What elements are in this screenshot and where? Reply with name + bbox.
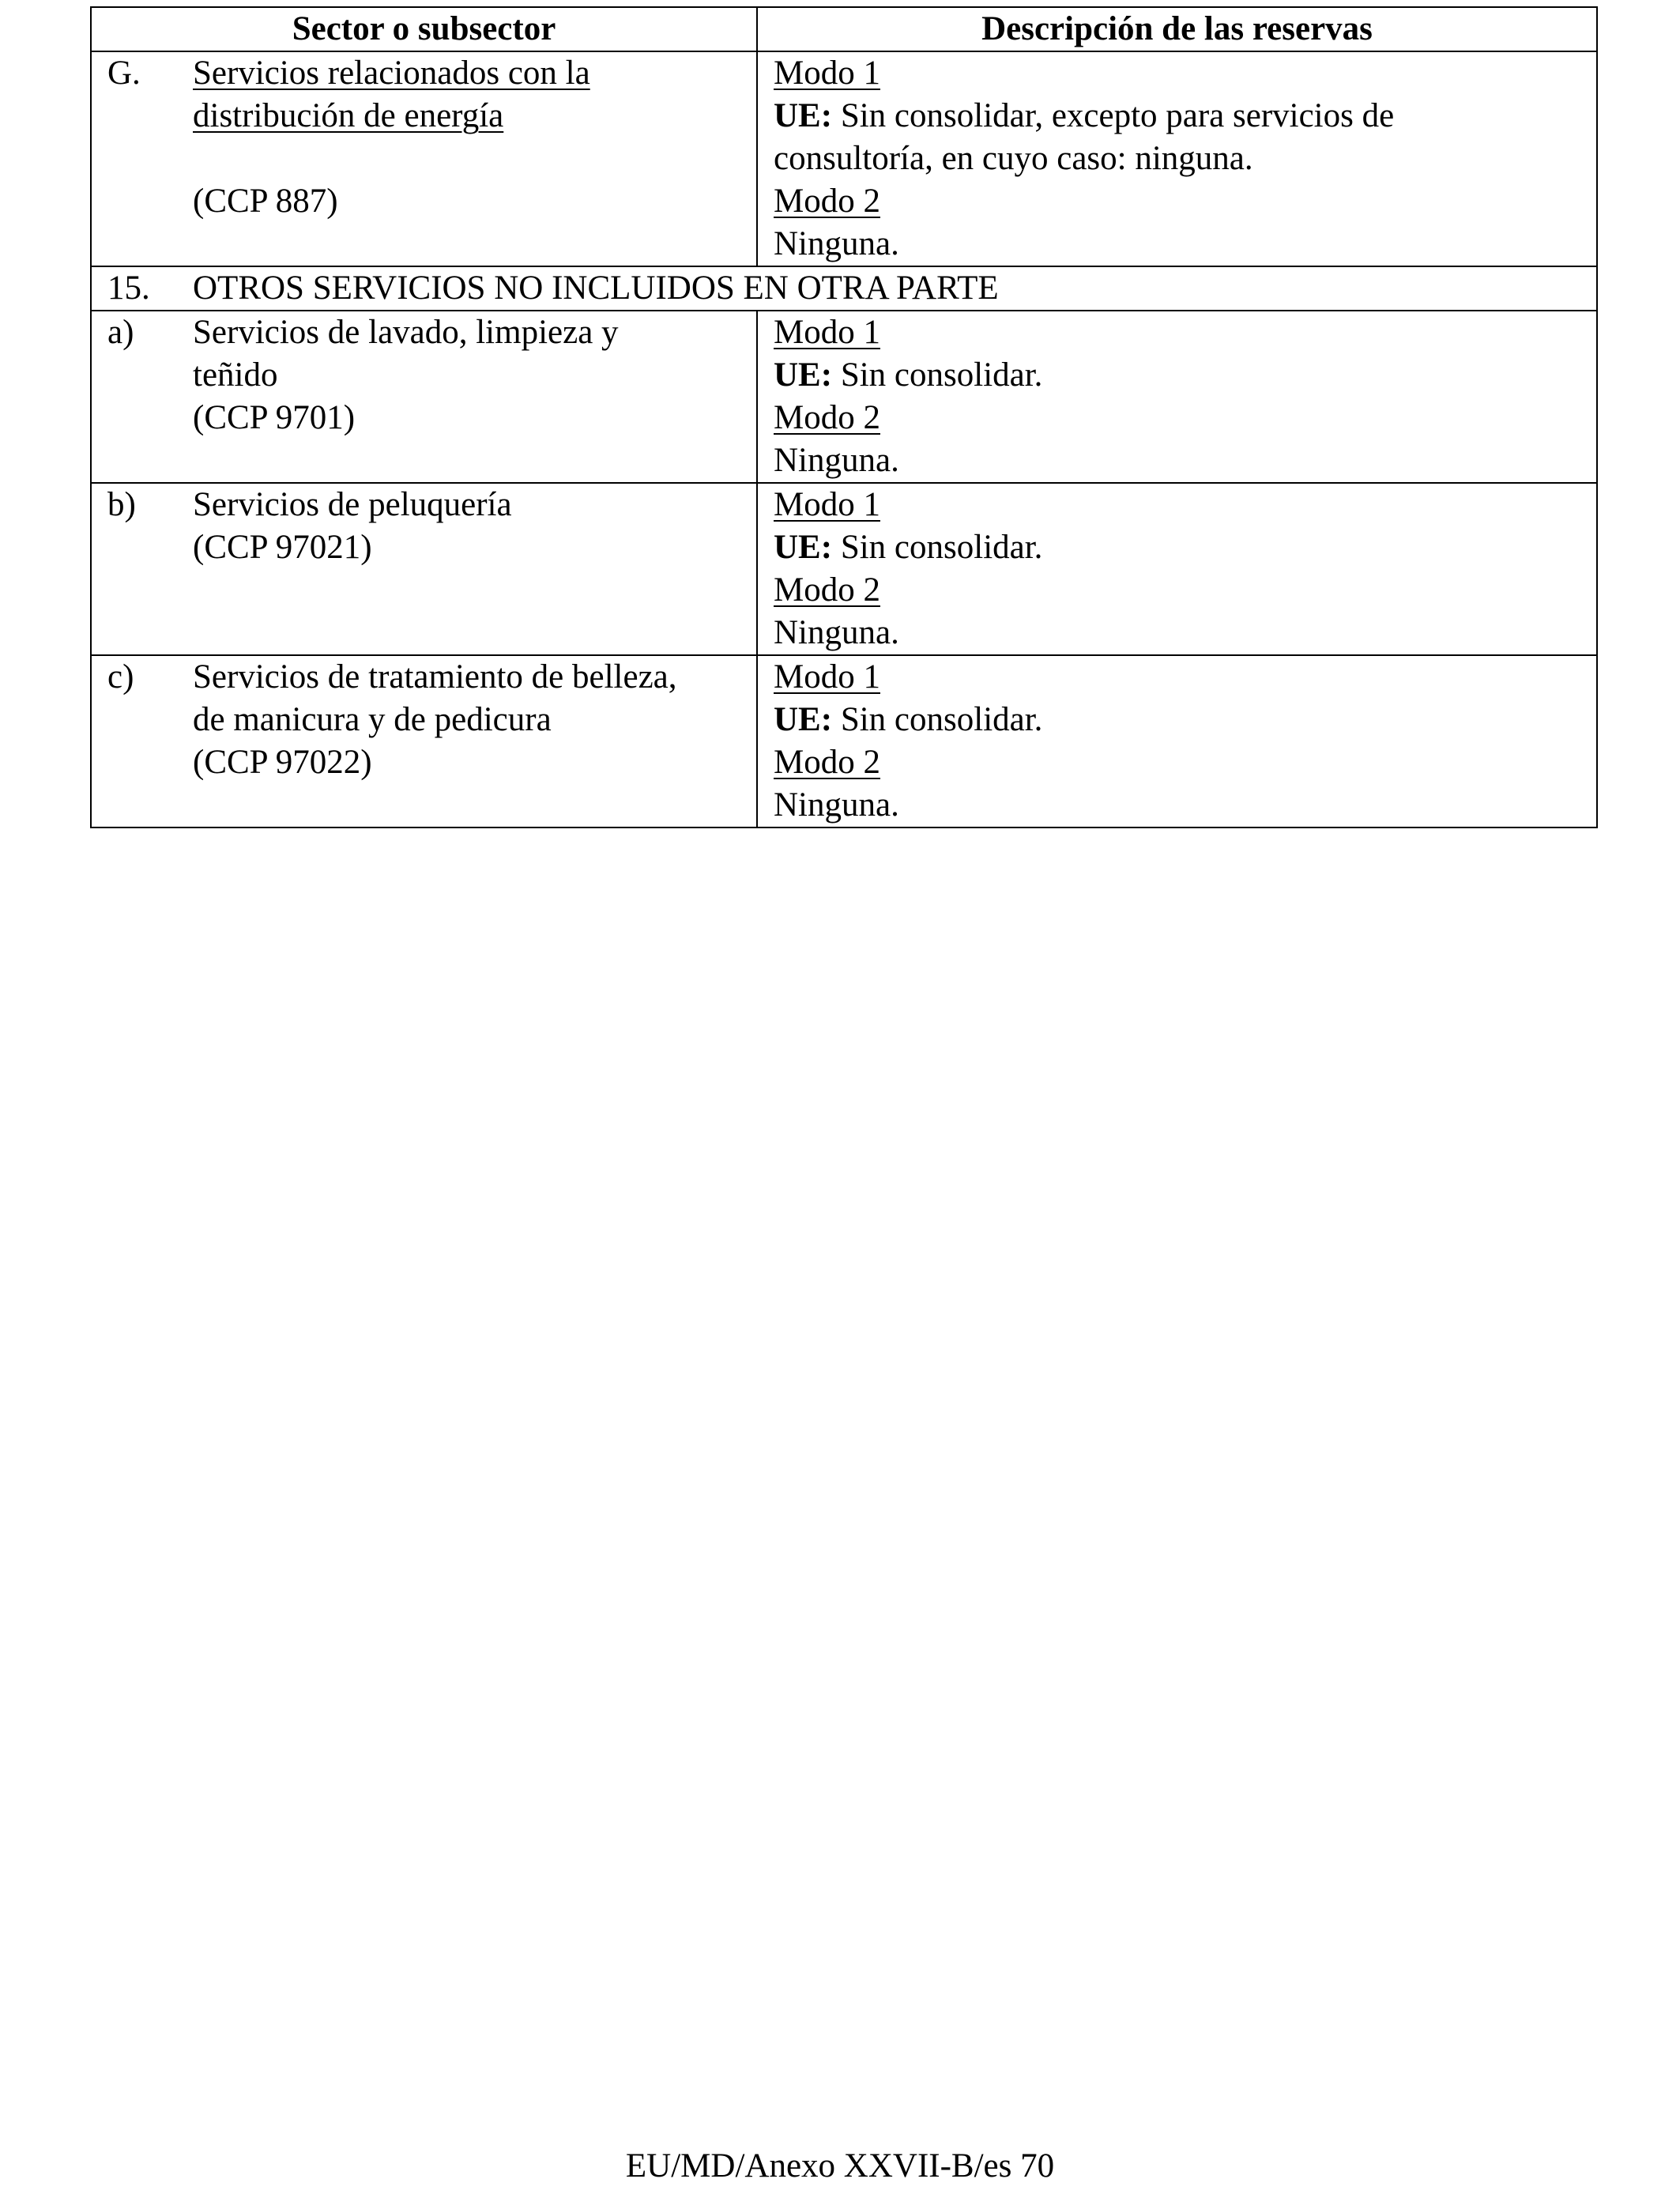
mode-1-label: Modo 1 — [774, 658, 880, 696]
ccp-code: (CCP 9701) — [193, 399, 356, 436]
mode-1-text-line: Sin consolidar, excepto para servicios de — [832, 97, 1395, 134]
mode-2-label: Modo 2 — [774, 399, 880, 436]
header-sector: Sector o subsector — [91, 7, 757, 51]
section-title: OTROS SERVICIOS NO INCLUIDOS EN OTRA PARTE — [193, 270, 999, 307]
section-row — [91, 266, 1597, 311]
mode-2-label: Modo 2 — [774, 571, 880, 609]
page-footer-reference: EU/MD/Anexo XXVII-B/es 70 — [625, 2147, 1055, 2185]
sector-title: Servicios de tratamiento de belleza, — [193, 658, 677, 696]
sector-cell — [91, 51, 757, 266]
mode-2-text: Ninguna. — [774, 442, 899, 479]
sector-cell — [91, 311, 757, 483]
description-cell — [757, 311, 1597, 483]
ccp-code: (CCP 97022) — [193, 744, 372, 781]
mode-2-label: Modo 2 — [774, 183, 880, 220]
section-number: 15. — [107, 270, 150, 307]
table-row — [91, 655, 1597, 827]
mode-1-label: Modo 1 — [774, 486, 880, 523]
description-cell — [757, 51, 1597, 266]
mode-1-text — [774, 95, 1580, 138]
mode-2-text: Ninguna. — [774, 614, 899, 651]
mode-2-text: Ninguna. — [774, 225, 899, 262]
table-row — [91, 51, 1597, 266]
sector-title: Servicios relacionados con la — [193, 55, 590, 92]
mode-2-label: Modo 2 — [774, 744, 880, 781]
mode-2-text: Ninguna. — [774, 786, 899, 824]
row-number: G. — [107, 55, 141, 92]
sector-cell — [91, 655, 757, 827]
row-number: c) — [107, 658, 134, 696]
eu-prefix: UE: — [774, 529, 833, 566]
section-cell — [91, 266, 1597, 311]
ccp-code: (CCP 97021) — [193, 529, 372, 566]
table-row — [91, 483, 1597, 655]
row-number: b) — [107, 486, 136, 523]
mode-1-text: UE: Sin consolidar. — [774, 529, 1043, 566]
mode-1-text: UE: Sin consolidar. — [774, 356, 1043, 394]
sector-title: teñido — [193, 356, 278, 394]
table-header-row — [91, 7, 1597, 51]
sector-title: Servicios de lavado, limpieza y — [193, 314, 619, 351]
sector-cell — [91, 483, 757, 655]
eu-prefix: UE: — [774, 97, 833, 134]
table-row — [91, 311, 1597, 483]
ccp-code: (CCP 887) — [193, 183, 338, 220]
reservations-table — [90, 6, 1598, 828]
row-number: a) — [107, 314, 134, 351]
sector-title: Servicios de peluquería — [193, 486, 512, 523]
sector-title: distribución de energía — [193, 97, 504, 134]
description-cell — [757, 483, 1597, 655]
eu-prefix: UE: — [774, 356, 833, 394]
mode-1-label: Modo 1 — [774, 314, 880, 351]
mode-1-label: Modo 1 — [774, 55, 880, 92]
eu-prefix: UE: — [774, 701, 833, 738]
description-cell — [757, 655, 1597, 827]
mode-1-text-line: consultoría, en cuyo caso: ninguna. — [774, 140, 1253, 177]
mode-1-text: UE: Sin consolidar. — [774, 701, 1043, 738]
sector-title: de manicura y de pedicura — [193, 701, 552, 738]
header-description: Descripción de las reservas — [757, 7, 1597, 51]
